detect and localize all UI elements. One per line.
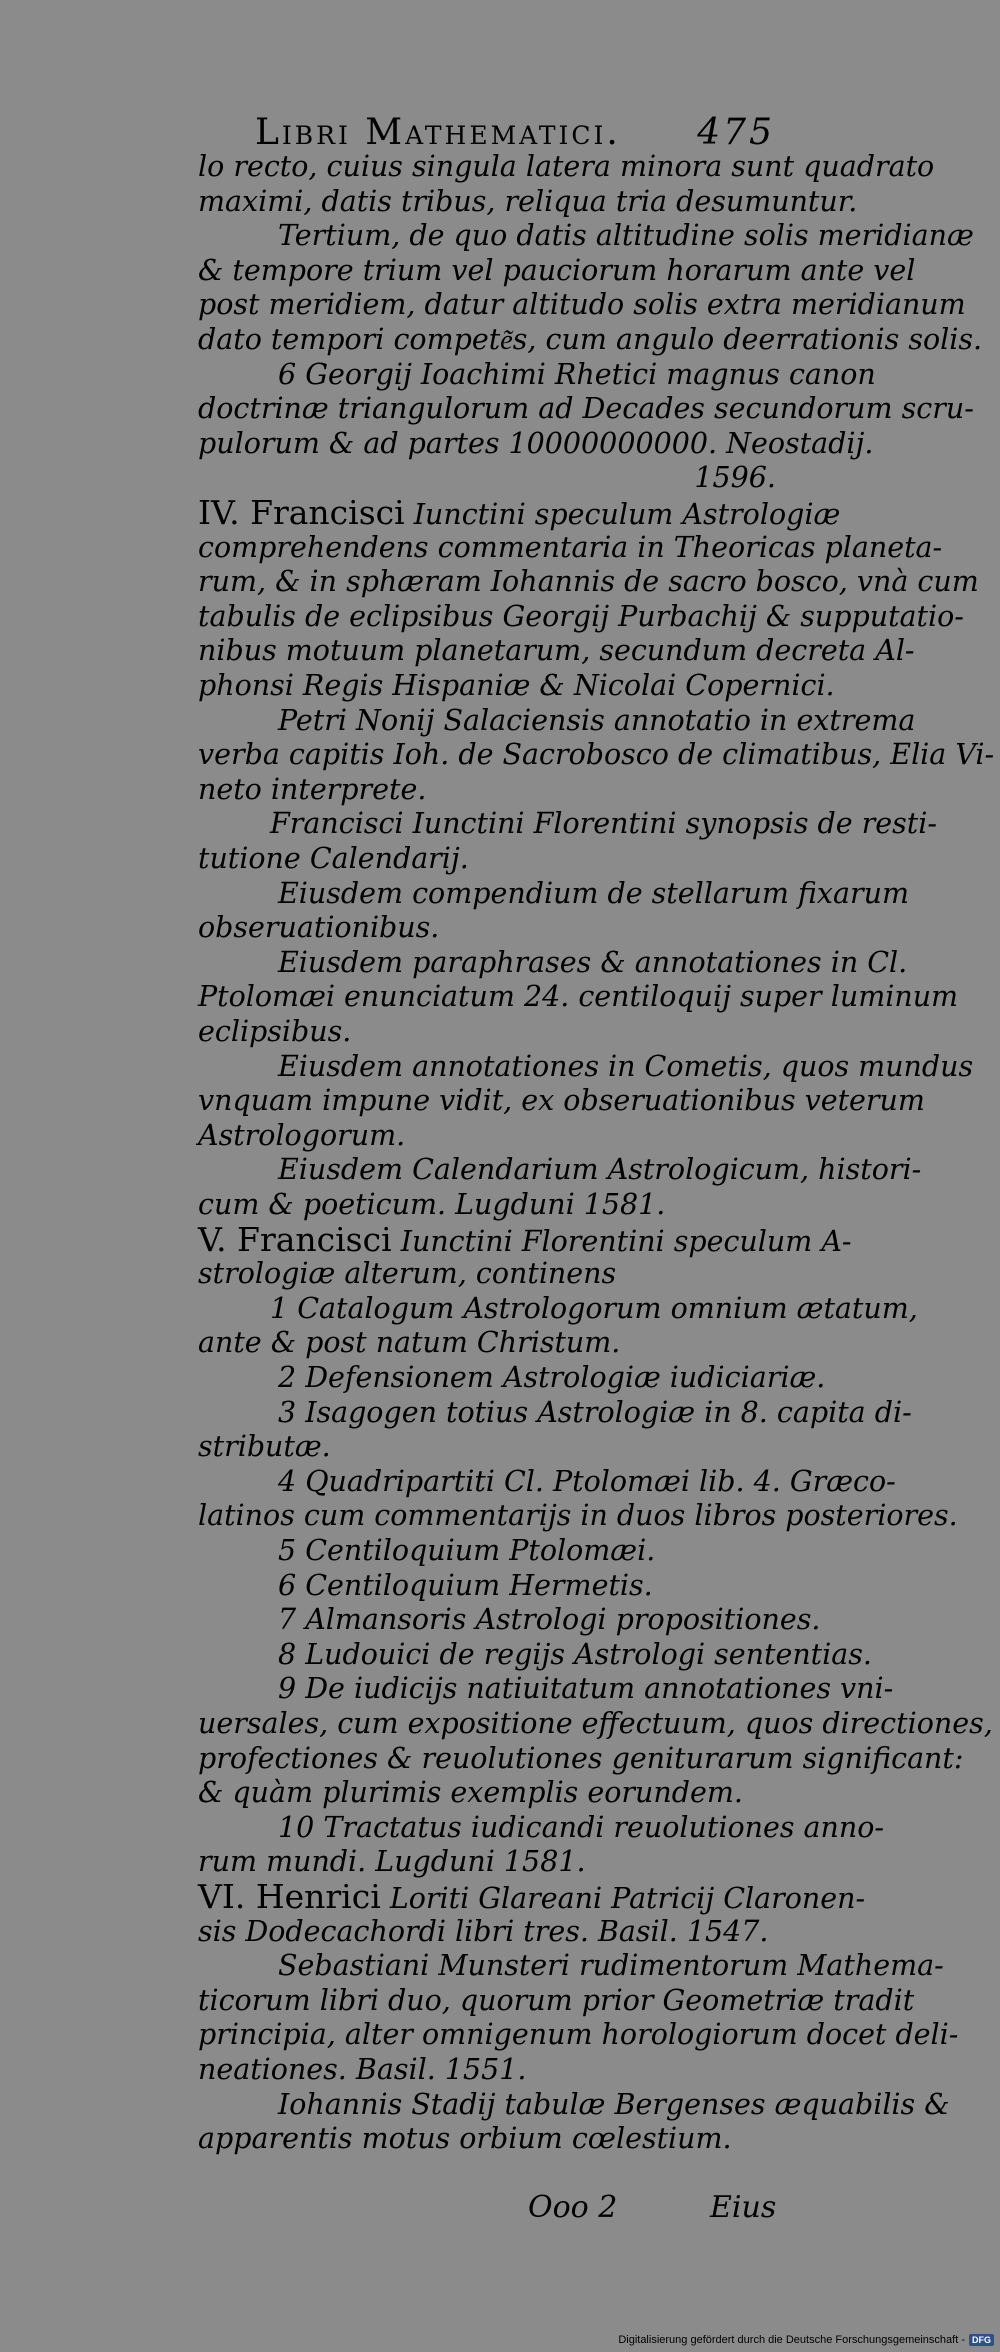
text-line <box>198 253 916 288</box>
dfg-logo: DFG <box>969 2334 994 2346</box>
digitization-credit <box>618 2334 994 2346</box>
text-line <box>198 150 935 184</box>
text-line <box>198 980 959 1014</box>
text-line <box>198 1084 925 1118</box>
line-text-continued: Loriti Glareani Patricij Claronen- <box>380 1882 866 1915</box>
text-line <box>278 1603 858 1637</box>
text-line <box>278 1672 894 1706</box>
text-line <box>198 426 874 461</box>
text-line <box>198 634 915 668</box>
line-text: IV. Francisci <box>198 493 405 532</box>
text-line <box>198 530 943 565</box>
text-line <box>198 599 964 634</box>
line-text: Tertium, de quo datis altitudine solis meridianæ <box>278 219 974 253</box>
text-line <box>198 392 974 426</box>
text-line <box>198 1430 778 1464</box>
line-text: rum, & in sphæram Iohannis de sacro bosco, vnà cum <box>198 565 979 599</box>
text-line <box>198 1983 915 2018</box>
text-line <box>198 1015 778 1049</box>
text-line <box>198 842 778 876</box>
line-text: & quàm plurimis exemplis eorundem. <box>198 1776 743 1810</box>
line-text: maximi, datis tribus, reliqua tria desumuntur. <box>198 184 858 218</box>
line-text: 7 Almansoris Astrologi propositiones. <box>278 1603 821 1637</box>
running-head <box>255 112 775 153</box>
text-line <box>270 807 937 841</box>
line-text-continued: Iunctini speculum Astrologiæ <box>404 498 841 531</box>
line-text: phonsi Regis Hispaniæ & Nicolai Copernici. <box>198 669 835 702</box>
text-line <box>278 703 916 738</box>
text-line <box>270 1291 918 1326</box>
line-text: neto interprete. <box>198 772 427 806</box>
text-line <box>198 773 778 807</box>
text-line <box>198 565 979 599</box>
line-text: verba capitis Ioh. de Sacrobosco de climatibus, Elia Vi- <box>198 738 995 772</box>
line-text: Francisci Iunctini Florentini synopsis de resti- <box>270 807 937 841</box>
line-text: tabulis de eclipsibus Georgij Purbachij & supputatio- <box>198 599 964 633</box>
text-line <box>278 357 876 392</box>
text-line <box>198 669 835 703</box>
line-text: post meridiem, datur altitudo solis extra meridianum <box>198 288 966 322</box>
line-text-continued: Iunctini Florentini speculum A- <box>391 1224 852 1258</box>
text-line <box>278 1361 858 1395</box>
line-text: Eiusdem Calendarium Astrologicum, histori- <box>278 1153 922 1187</box>
text-line <box>198 323 983 357</box>
line-text: Ptolomæi enunciatum 24. centiloquij super luminum <box>198 980 959 1014</box>
line-text: V. Francisci <box>198 1219 392 1259</box>
text-line <box>278 1810 885 1845</box>
line-text: apparentis motus orbium cœlestium. <box>198 2122 732 2156</box>
line-text: VI. Henrici <box>198 1877 381 1916</box>
line-text: 8 Ludouici de regijs Astrologi sententias. <box>278 1637 872 1671</box>
line-text: & tempore trium vel pauciorum horarum ante vel <box>198 253 916 287</box>
text-line <box>198 1257 778 1291</box>
credit-text: Digitalisierung gefördert durch die Deutsche Forschungsgemeinschaft - <box>618 2334 965 2346</box>
line-text: lo recto, cuius singula latera minora sunt quadrato <box>198 150 935 183</box>
text-line <box>198 738 995 772</box>
line-text: profectiones & reuolutiones geniturarum significant: <box>198 1741 964 1775</box>
line-text: Eiusdem compendium de stellarum fixarum <box>278 876 909 910</box>
text-line <box>278 219 974 253</box>
text-line <box>278 1637 872 1672</box>
line-text: dato tempori compete͂s, cum angulo deerrationis solis. <box>198 323 983 356</box>
line-text: strologiæ alterum, continens <box>198 1257 617 1291</box>
line-text: uersales, cum expositione effectuum, quos directiones, <box>198 1707 993 1740</box>
text-line <box>278 1153 922 1187</box>
text-line <box>198 1741 964 1776</box>
line-text: stributæ. <box>198 1430 331 1464</box>
signature-mark: Ooo 2 <box>528 2190 618 2225</box>
text-line <box>278 1534 858 1568</box>
line-text: Eiusdem paraphrases & annotationes in Cl. <box>278 945 908 979</box>
line-text: Petri Nonij Salaciensis annotatio in extrema <box>278 703 916 737</box>
line-text: 9 De iudicijs natiuitatum annotationes vni- <box>278 1672 894 1706</box>
line-text: Astrologorum. <box>198 1118 406 1152</box>
running-head-title: Libri Mathematici. <box>255 112 621 153</box>
line-text: doctrinæ triangulorum ad Decades secundorum scru- <box>198 392 974 426</box>
text-line <box>198 1845 778 1879</box>
text-line <box>198 2018 959 2052</box>
line-text: Eiusdem annotationes in Cometis, quos mundus <box>278 1049 974 1083</box>
text-line <box>198 288 966 322</box>
text-line <box>198 1707 993 1741</box>
text-line <box>198 184 858 219</box>
line-text: 10 Tractatus iudicandi reuolutiones anno- <box>278 1810 885 1844</box>
line-text: pulorum & ad partes 10000000000. Neostadij. <box>198 426 874 460</box>
line-text: 3 Isagogen totius Astrologiæ in 8. capita di- <box>278 1395 912 1429</box>
line-text: Sebastiani Munsteri rudimentorum Mathema- <box>278 1949 944 1983</box>
line-text: principia, alter omnigenum horologiorum docet deli- <box>198 2018 959 2052</box>
line-text: sis Dodecachordi libri tres. Basil. 1547. <box>198 1914 769 1948</box>
text-line <box>198 1915 778 1949</box>
line-text: 6 Georgij Ioachimi Rhetici magnus canon <box>278 357 876 391</box>
line-text: 2 Defensionem Astrologiæ iudiciariæ. <box>278 1361 826 1394</box>
text-line <box>198 461 776 495</box>
text-line <box>278 2087 950 2122</box>
line-text: comprehendens commentaria in Theoricas planeta- <box>198 530 943 564</box>
text-line <box>278 1395 912 1430</box>
text-line <box>198 2053 778 2087</box>
text-line <box>278 876 909 911</box>
text-line <box>198 1499 958 1533</box>
text-line <box>278 1949 944 1983</box>
text-line <box>278 945 908 980</box>
text-line <box>198 911 778 945</box>
text-line <box>198 1219 852 1259</box>
line-text: ticorum libri duo, quorum prior Geometriæ tradit <box>198 1983 915 2017</box>
line-text: latinos cum commentarijs in duos libros posteriores. <box>198 1499 958 1533</box>
line-text: 6 Centiloquium Hermetis. <box>278 1568 653 1602</box>
line-text: 1 Catalogum Astrologorum omnium ætatum, <box>270 1291 918 1325</box>
line-text: Iohannis Stadij tabulæ Bergenses æquabilis & <box>278 2087 950 2121</box>
line-text: vnquam impune vidit, ex obseruationibus veterum <box>198 1084 925 1118</box>
text-line <box>278 1049 974 1084</box>
line-text: tutione Calendarij. <box>198 842 469 875</box>
line-text: 1596. <box>694 461 776 495</box>
text-line <box>198 2122 778 2156</box>
text-line <box>198 493 841 532</box>
text-line <box>278 1569 858 1603</box>
line-text: 4 Quadripartiti Cl. Ptolomæi lib. 4. Græco- <box>278 1464 896 1498</box>
text-line <box>198 1188 778 1222</box>
catchword: Eius <box>710 2190 777 2225</box>
line-text: 5 Centiloquium Ptolomæi. <box>278 1534 656 1567</box>
line-text: obseruationibus. <box>198 911 440 945</box>
text-line <box>198 1776 778 1810</box>
line-text: neationes. Basil. 1551. <box>198 2053 527 2086</box>
line-text: rum mundi. Lugduni 1581. <box>198 1845 586 1879</box>
line-text: nibus motuum planetarum, secundum decreta Al- <box>198 634 915 668</box>
line-text: cum & poeticum. Lugduni 1581. <box>198 1188 666 1221</box>
line-text: ante & post natum Christum. <box>198 1326 621 1360</box>
line-text: eclipsibus. <box>198 1015 352 1048</box>
text-line <box>278 1464 896 1499</box>
text-line <box>198 1877 866 1916</box>
page-number: 475 <box>697 112 775 153</box>
text-line <box>198 1119 778 1153</box>
text-line <box>198 1326 778 1360</box>
